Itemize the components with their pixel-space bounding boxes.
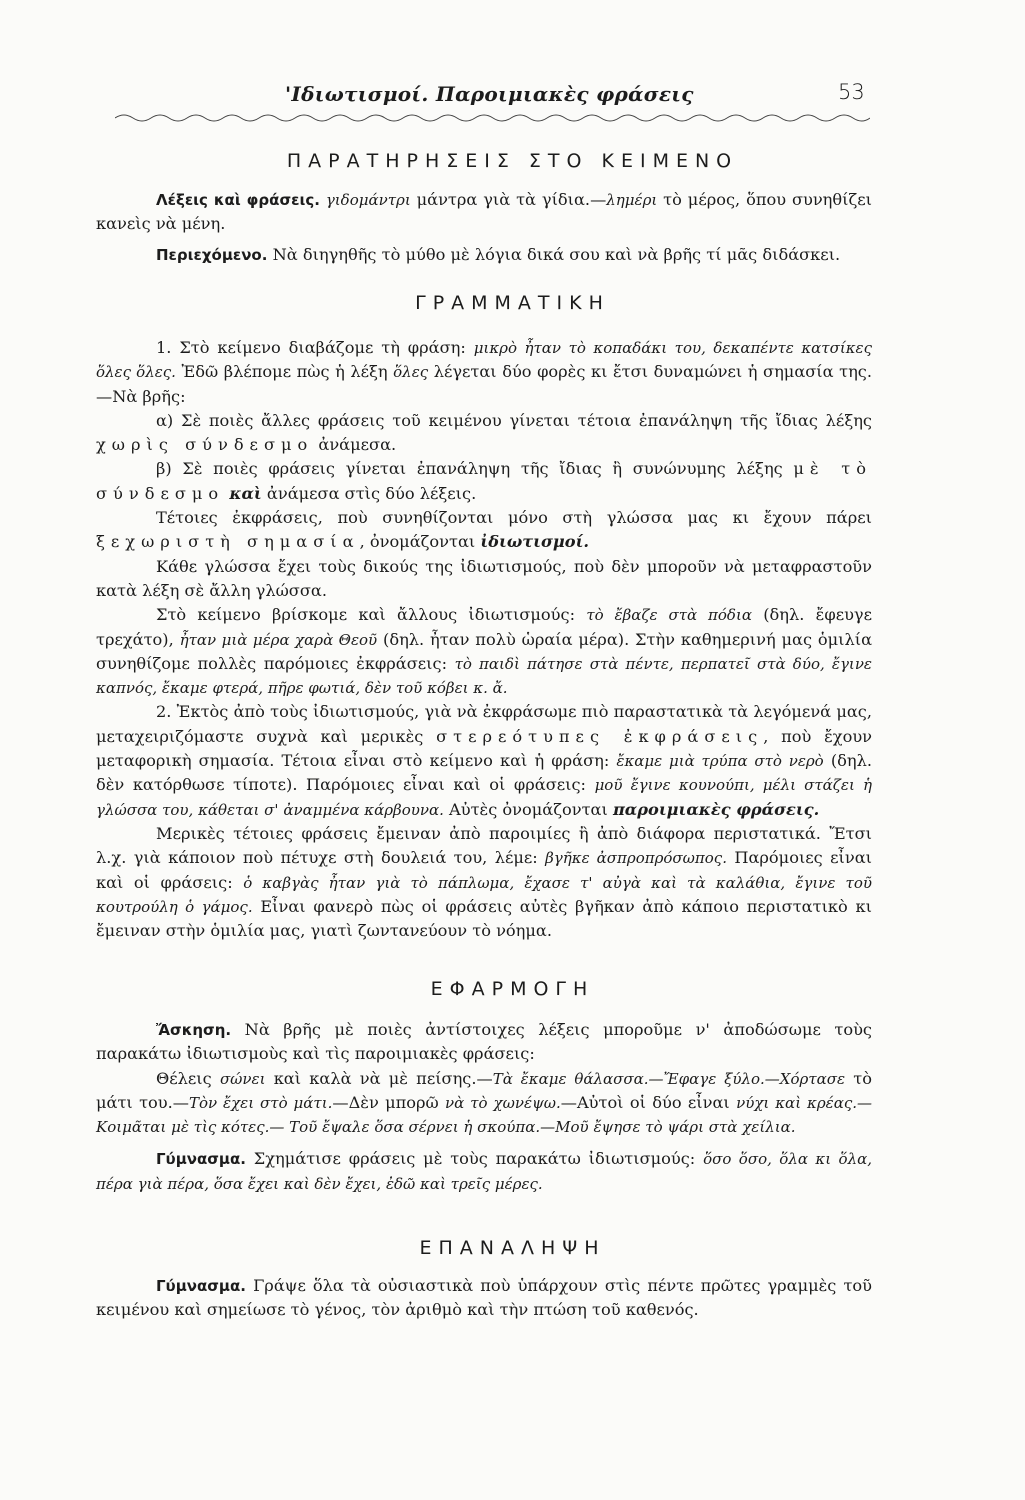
grammar-paragraph-5: 2. Ἐκτὸς ἀπὸ τοὺς ἰδιωτισμούς, γιὰ νὰ ἐκφράσωμε πιὸ παραστατικὰ τὰ λεγόμενά μας, μεταχειριζόμαστε συχνὰ καὶ μερικὲς στερεότυπες ἐκφράσεις, ποὺ ἔχουν μεταφορικὴ σημασία. Τέτοια εἶναι στὸ κείμενο καὶ ἡ φράση: ἔκαμε μιὰ τρύπα στὸ νερὸ (δηλ. δὲν κατόρθωσε τίποτε). Παρόμοιες εἶναι καὶ οἱ φράσεις: μοῦ ἔγινε κουνούπι, μέλι στάζει ἡ γλώσσα του, κάθεται σ' ἀναμμένα κάρβουνα. Αὐτὲς ὀνομάζονται παροιμιακὲς φράσεις.	[96, 702, 873, 819]
page-number: 53	[838, 80, 865, 104]
grammar-paragraph-6: Μερικὲς τέτοιες φράσεις ἔμειναν ἀπὸ παροιμίες ἢ ἀπὸ διάφορα περιστατικά. Ἔτσι λ.χ. γιὰ κάποιον ποὺ πέτυχε στὴ δουλειά του, λέμε: βγῆκε ἀσπροπρόσωπος. Παρόμοιες εἶναι καὶ οἱ φράσεις: ὁ καβγὰς ἦταν γιὰ τὸ πάπλωμα, ἔχασε τ' αὐγὰ καὶ τὰ καλάθια, ἔγινε τοῦ κουτρούλη ὁ γάμος. Εἶναι φανερὸ πὼς οἱ φράσεις αὐτὲς βγῆκαν ἀπὸ κάποιο περιστατικὸ κι ἔμειναν στὴν ὁμιλία μας, γιατὶ ζωντανεύουν τὸ νόημα.	[96, 823, 872, 941]
words-section	[96, 188, 872, 267]
content-paragraph: Περιεχόμενο. Νὰ διηγηθῆς τὸ μύθο μὲ λόγια δικά σου καὶ νὰ βρῆς τί μᾶς διδάσκει.	[156, 244, 841, 264]
running-header: 'Ιδιωτισμοί. Παροιμιακὲς φράσεις	[285, 82, 694, 106]
heading-review: ΕΠΑΝΑΛΗΨΗ	[419, 1237, 606, 1259]
heading-grammar: ΓΡΑΜΜΑΤΙΚΗ	[415, 292, 610, 314]
idioms-list: Θέλεις σώνει καὶ καλὰ νὰ μὲ πείσης.—Τὰ ἔκαμε θάλασσα.—Ἔφαγε ξύλο.—Χόρτασε τὸ μάτι του.—Τὸν ἔχει στὸ μάτι.—Δὲν μπορῶ νὰ τὸ χωνέψω.—Αὐτοὶ οἱ δύο εἶναι νύχι καὶ κρέας.— Κοιμᾶται μὲ τὶς κότες.— Τοῦ ἔψαλε ὅσα σέρνει ἡ σκούπα.—Μοῦ ἔψησε τὸ ψάρι στὰ χείλια.	[96, 1068, 873, 1137]
grammar-section	[96, 336, 872, 943]
review-section	[96, 1274, 872, 1323]
header-wavy-rule	[115, 110, 870, 124]
heading-observations: ΠΑΡΑΤΗΡΗΣΕΙΣ ΣΤΟ ΚΕΙΜΕΝΟ	[286, 150, 739, 172]
grammar-paragraph-1: 1. Στὸ κείμενο διαβάζομε τὴ φράση: μικρὸ ἦταν τὸ κοπαδάκι του, δεκαπέντε κατσίκες ὅλες ὅλες. Ἐδῶ βλέπομε πὼς ἡ λέξη ὅλες λέγεται δύο φορὲς κι ἔτσι δυναμώνει ἡ σημασία της.—Νὰ βρῆς:	[96, 338, 873, 406]
grammar-paragraph-4: Στὸ κείμενο βρίσκομε καὶ ἄλλους ἰδιωτισμούς: τὸ ἔβαζε στὰ πόδια (δηλ. ἔφευγε τρεχάτο), ἦταν μιὰ μέρα χαρὰ Θεοῦ (δηλ. ἦταν πολὺ ὡραία μέρα). Στὴν καθημερινή μας ὁμιλία συνηθίζομε πολλὲς παρόμοιες ἐκφράσεις: τὸ παιδὶ πάτησε στὰ πέντε, περπατεῖ στὰ δύο, ἔγινε καπνός, ἔκαμε φτερά, πῆρε φωτιά, δὲν τοῦ κόβει κ. ἄ.	[96, 605, 872, 698]
grammar-paragraph-2: Τέτοιες ἐκφράσεις, ποὺ συνηθίζονται μόνο στὴ γλώσσα μας κι ἔχουν πάρει ξεχωριστὴ σημασία, ὀνομάζονται ἰδιωτισμοί.	[96, 508, 872, 552]
grammar-item-a: α) Σὲ ποιὲς ἄλλες φράσεις τοῦ κειμένου γίνεται τέτοια ἐπανάληψη τῆς ἴδιας λέξης χωρὶς σύνδεσμο ἀνάμεσα.	[96, 410, 872, 455]
grammar-paragraph-3: Κάθε γλώσσα ἔχει τοὺς δικούς της ἰδιωτισμούς, ποὺ δὲν μποροῦν νὰ μεταφραστοῦν κατὰ λέξη σὲ ἄλλη γλώσσα.	[96, 556, 872, 600]
gymnasma-paragraph: Γύμνασμα. Σχημάτισε φράσεις μὲ τοὺς παρακάτω ἰδιωτισμούς: ὅσο ὅσο, ὅλα κι ὅλα, πέρα γιὰ πέρα, ὅσα ἔχει καὶ δὲν ἔχει, ἐδῶ καὶ τρεῖς μέρες.	[96, 1149, 872, 1193]
grammar-item-b: β) Σὲ ποιὲς φράσεις γίνεται ἐπανάληψη τῆς ἴδιας ἢ συνώνυμης λέξης μὲ τὸ σύνδεσμο καὶ ἀνάμεσα στὶς δύο λέξεις.	[96, 459, 872, 503]
review-paragraph: Γύμνασμα. Γράψε ὅλα τὰ οὐσιαστικὰ ποὺ ὑπάρχουν στὶς πέντε πρῶτες γραμμὲς τοῦ κειμένου καὶ σημείωσε τὸ γένος, τὸν ἀριθμὸ καὶ τὴν πτώση τοῦ καθενός.	[96, 1276, 872, 1320]
wavy-line	[115, 115, 870, 121]
heading-application: ΕΦΑΡΜΟΓΗ	[430, 978, 595, 1000]
exercise-paragraph: Ἄσκηση. Νὰ βρῆς μὲ ποιὲς ἀντίστοιχες λέξεις μποροῦμε ν' ἀποδώσωμε τοὺς παρακάτω ἰδιωτισμοὺς καὶ τὶς παροιμιακὲς φράσεις:	[96, 1020, 872, 1064]
words-paragraph: Λέξεις καὶ φράσεις. γιδομάντρι μάντρα γιὰ τὰ γίδια.—λημέρι τὸ μέρος, ὅπου συνηθίζει κανεὶς νὰ μένη.	[96, 190, 872, 234]
application-section	[96, 1018, 872, 1196]
